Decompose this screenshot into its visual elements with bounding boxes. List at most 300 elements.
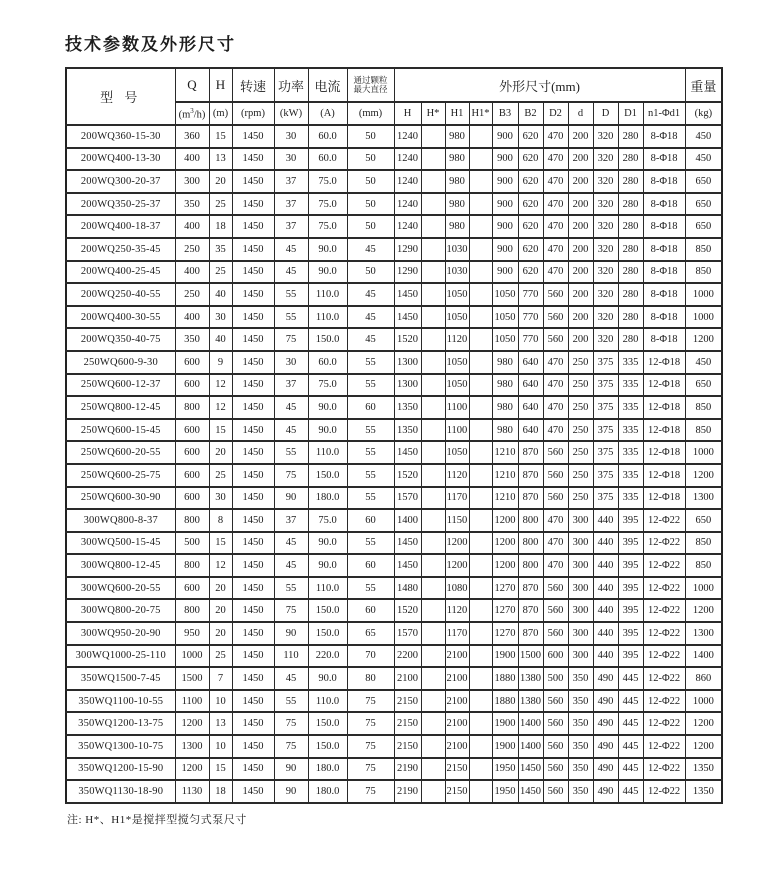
cell-value: 650 [685,170,722,193]
cell-value: 335 [618,351,643,374]
cell-value: 1240 [394,215,421,238]
cell-value: 30 [274,125,308,148]
cell-model: 350WQ1200-15-90 [66,758,175,781]
unit-particle: (mm) [347,102,394,125]
cell-value: 1450 [232,306,274,329]
cell-value: 980 [445,125,469,148]
cell-value: 180.0 [308,780,347,803]
cell-value: 12-Φ18 [643,441,685,464]
cell-value: 1240 [394,148,421,171]
cell-value: 1450 [232,690,274,713]
cell-value: 2190 [394,780,421,803]
table-row [66,351,722,374]
cell-value: 445 [618,735,643,758]
cell-value: 8-Φ18 [643,215,685,238]
cell-value: 280 [618,283,643,306]
cell-value: 490 [593,758,618,781]
cell-value: 1030 [445,238,469,261]
cell-value: 1270 [492,622,518,645]
dim-col-D: D [593,102,618,125]
cell-value: 2150 [394,690,421,713]
table-row [66,758,722,781]
cell-value: 90.0 [308,667,347,690]
cell-value: 1080 [445,577,469,600]
cell-value: 1350 [394,396,421,419]
cell-value: 560 [543,464,568,487]
cell-value: 2100 [445,735,469,758]
cell-value [469,622,492,645]
cell-value: 8-Φ18 [643,170,685,193]
cell-value: 12-Φ22 [643,735,685,758]
cell-value: 1450 [232,712,274,735]
cell-value: 90.0 [308,396,347,419]
cell-model: 300WQ600-20-55 [66,577,175,600]
cell-value: 335 [618,419,643,442]
cell-value: 1050 [492,306,518,329]
cell-value: 75 [274,328,308,351]
cell-value: 8-Φ18 [643,283,685,306]
cell-value: 75.0 [308,374,347,397]
cell-value: 870 [518,487,543,510]
cell-value: 2190 [394,758,421,781]
cell-value [421,577,445,600]
cell-value: 490 [593,780,618,803]
cell-value: 1300 [394,351,421,374]
cell-value: 1200 [445,532,469,555]
cell-value: 300 [568,532,593,555]
cell-value: 1200 [685,599,722,622]
cell-value: 1240 [394,193,421,216]
table-row [66,148,722,171]
table-row [66,306,722,329]
cell-value: 1900 [492,712,518,735]
cell-value: 600 [175,577,209,600]
table-row [66,193,722,216]
cell-value [421,396,445,419]
cell-value: 280 [618,170,643,193]
cell-value: 1380 [518,690,543,713]
cell-value: 900 [492,193,518,216]
table-row [66,690,722,713]
cell-value [469,532,492,555]
cell-value: 110.0 [308,283,347,306]
cell-value: 12-Φ22 [643,577,685,600]
cell-value [469,261,492,284]
cell-value: 1480 [394,577,421,600]
cell-value: 980 [445,170,469,193]
cell-value: 360 [175,125,209,148]
table-row [66,712,722,735]
table-row [66,622,722,645]
cell-value: 1050 [492,328,518,351]
cell-value: 110 [274,645,308,668]
cell-value [469,599,492,622]
cell-value: 45 [347,283,394,306]
cell-value: 8-Φ18 [643,125,685,148]
cell-value [469,215,492,238]
cell-value: 770 [518,328,543,351]
cell-value: 1500 [518,645,543,668]
cell-value: 1050 [445,351,469,374]
cell-value: 1450 [232,125,274,148]
cell-value: 1200 [445,554,469,577]
cell-value: 450 [685,125,722,148]
cell-value: 620 [518,238,543,261]
cell-model: 200WQ400-13-30 [66,148,175,171]
cell-model: 200WQ250-40-55 [66,283,175,306]
cell-value: 1100 [445,396,469,419]
cell-value: 1240 [394,125,421,148]
cell-value [421,780,445,803]
cell-value: 300 [568,554,593,577]
cell-value [421,735,445,758]
cell-value: 250 [568,351,593,374]
cell-value: 75 [347,735,394,758]
cell-value: 1880 [492,667,518,690]
cell-value: 320 [593,215,618,238]
cell-value: 1450 [232,261,274,284]
cell-value: 37 [274,215,308,238]
cell-value: 1100 [175,690,209,713]
table-row [66,261,722,284]
cell-value: 7 [209,667,232,690]
cell-value: 560 [543,328,568,351]
cell-value: 50 [347,148,394,171]
cell-value: 1450 [394,554,421,577]
cell-value: 650 [685,509,722,532]
cell-value: 470 [543,554,568,577]
cell-value: 200 [568,170,593,193]
cell-value: 1520 [394,328,421,351]
cell-value: 440 [593,577,618,600]
cell-value: 1450 [232,577,274,600]
cell-model: 250WQ600-30-90 [66,487,175,510]
cell-value: 12-Φ18 [643,396,685,419]
cell-value: 490 [593,667,618,690]
cell-value [421,464,445,487]
particle-line2: 最大直径 [353,84,388,94]
cell-value: 1400 [518,712,543,735]
cell-value: 600 [175,419,209,442]
cell-value: 150.0 [308,735,347,758]
cell-value: 1000 [685,441,722,464]
cell-value: 1900 [492,645,518,668]
table-row [66,283,722,306]
cell-value: 560 [543,599,568,622]
cell-value: 1450 [394,283,421,306]
cell-value: 280 [618,148,643,171]
cell-value: 640 [518,396,543,419]
cell-value: 560 [543,306,568,329]
cell-value: 445 [618,780,643,803]
dim-col-n1: n1-Φd1 [643,102,685,125]
cell-value: 10 [209,735,232,758]
cell-value: 12-Φ22 [643,780,685,803]
cell-value: 1290 [394,238,421,261]
cell-value: 470 [543,148,568,171]
cell-value [469,758,492,781]
cell-value: 1450 [232,667,274,690]
cell-model: 250WQ600-25-75 [66,464,175,487]
cell-value: 395 [618,509,643,532]
cell-value: 45 [347,238,394,261]
cell-value: 280 [618,193,643,216]
cell-value: 800 [175,554,209,577]
cell-value: 400 [175,148,209,171]
cell-value: 55 [347,419,394,442]
cell-value: 12-Φ22 [643,509,685,532]
spec-table-body [66,125,722,803]
cell-value: 870 [518,577,543,600]
cell-value [421,351,445,374]
table-row [66,509,722,532]
cell-value: 650 [685,193,722,216]
cell-value: 12 [209,374,232,397]
cell-model: 250WQ600-9-30 [66,351,175,374]
cell-value: 50 [347,125,394,148]
cell-value: 18 [209,215,232,238]
cell-value: 300 [175,170,209,193]
cell-value: 8-Φ18 [643,261,685,284]
cell-value: 850 [685,532,722,555]
cell-value [469,374,492,397]
cell-value: 200 [568,148,593,171]
unit-speed: (rpm) [232,102,274,125]
cell-value: 400 [175,306,209,329]
cell-value: 560 [543,758,568,781]
cell-value [421,487,445,510]
cell-value: 30 [274,351,308,374]
particle-line1: 通过颗粒 [353,74,388,85]
cell-value: 12-Φ22 [643,758,685,781]
cell-value: 1270 [492,577,518,600]
dim-col-Hstar: H* [421,102,445,125]
cell-value: 1200 [685,712,722,735]
table-row [66,125,722,148]
cell-value: 1450 [232,283,274,306]
cell-value: 950 [175,622,209,645]
cell-value: 70 [347,645,394,668]
cell-value: 60 [347,554,394,577]
cell-value: 75 [347,758,394,781]
cell-value: 1450 [232,328,274,351]
cell-value: 1450 [232,419,274,442]
cell-value: 400 [175,215,209,238]
cell-value: 1050 [445,283,469,306]
cell-value: 1450 [232,396,274,419]
cell-value: 980 [492,419,518,442]
cell-value [469,396,492,419]
table-row [66,374,722,397]
cell-value: 1570 [394,622,421,645]
cell-value: 75 [347,712,394,735]
cell-value: 600 [543,645,568,668]
cell-value: 1350 [685,780,722,803]
cell-value: 12-Φ22 [643,690,685,713]
cell-value [421,554,445,577]
cell-value [469,148,492,171]
cell-value: 90.0 [308,419,347,442]
cell-value: 560 [543,487,568,510]
cell-value: 55 [347,532,394,555]
cell-value: 60 [347,509,394,532]
cell-value: 8-Φ18 [643,238,685,261]
cell-value: 45 [274,667,308,690]
cell-value [421,645,445,668]
cell-value: 395 [618,577,643,600]
cell-value: 980 [492,351,518,374]
cell-value: 1240 [394,170,421,193]
cell-value: 150.0 [308,622,347,645]
table-row [66,215,722,238]
cell-value [469,667,492,690]
cell-value: 445 [618,690,643,713]
cell-value [469,509,492,532]
cell-value: 620 [518,193,543,216]
table-row [66,441,722,464]
cell-value: 300 [568,599,593,622]
cell-value: 200 [568,125,593,148]
cell-value: 2150 [445,758,469,781]
cell-value: 1050 [445,306,469,329]
cell-value: 335 [618,374,643,397]
cell-value: 12-Φ22 [643,622,685,645]
cell-value: 320 [593,283,618,306]
cell-model: 250WQ800-12-45 [66,396,175,419]
cell-value: 350 [568,712,593,735]
unit-power: (kW) [274,102,308,125]
cell-value: 1450 [232,645,274,668]
table-row [66,532,722,555]
cell-value: 1200 [685,464,722,487]
cell-value: 1120 [445,464,469,487]
cell-value: 180.0 [308,487,347,510]
cell-value [469,487,492,510]
cell-value: 1200 [492,532,518,555]
cell-value: 1200 [492,554,518,577]
cell-value: 2100 [445,667,469,690]
cell-value: 470 [543,238,568,261]
cell-value: 20 [209,577,232,600]
dim-col-H1: H1 [445,102,469,125]
cell-value: 220.0 [308,645,347,668]
dim-col-H1star: H1* [469,102,492,125]
unit-q: $(m^3/h)$ [175,102,209,125]
cell-value: 850 [685,238,722,261]
cell-value: 1000 [685,690,722,713]
cell-value: 1200 [492,509,518,532]
cell-value [469,735,492,758]
cell-model: 200WQ350-25-37 [66,193,175,216]
cell-value: 25 [209,193,232,216]
cell-value: 45 [274,238,308,261]
cell-value: 250 [568,487,593,510]
cell-value: 280 [618,238,643,261]
cell-value: 90.0 [308,238,347,261]
cell-value: 1450 [232,599,274,622]
cell-value: 1400 [685,645,722,668]
cell-value: 60 [347,599,394,622]
cell-value: 1570 [394,487,421,510]
cell-value: 600 [175,464,209,487]
cell-value: 450 [685,351,722,374]
cell-value: 375 [593,396,618,419]
cell-value: 37 [274,509,308,532]
cell-value: 870 [518,464,543,487]
cell-value: 45 [274,532,308,555]
cell-value: 320 [593,193,618,216]
cell-value [469,170,492,193]
cell-value: 55 [274,577,308,600]
cell-value: 1170 [445,487,469,510]
dim-col-H: H [394,102,421,125]
cell-value: 900 [492,238,518,261]
cell-value: 500 [175,532,209,555]
table-row [66,328,722,351]
cell-value: 1000 [175,645,209,668]
cell-value: 60.0 [308,351,347,374]
cell-value: 870 [518,599,543,622]
cell-value [421,622,445,645]
cell-value: 560 [543,690,568,713]
cell-value: 1200 [685,735,722,758]
cell-model: 350WQ1300-10-75 [66,735,175,758]
cell-value: 600 [175,487,209,510]
cell-value: 90.0 [308,532,347,555]
cell-value: 55 [347,464,394,487]
cell-value: 470 [543,193,568,216]
cell-value: 250 [568,396,593,419]
cell-value [421,306,445,329]
cell-value: 800 [518,532,543,555]
cell-value: 1000 [685,283,722,306]
cell-value: 490 [593,690,618,713]
cell-value: 900 [492,215,518,238]
cell-value: 470 [543,396,568,419]
cell-value: 2100 [445,712,469,735]
cell-value: 470 [543,215,568,238]
cell-value: 8-Φ18 [643,328,685,351]
cell-model: 200WQ360-15-30 [66,125,175,148]
cell-value: 13 [209,148,232,171]
cell-value: 250 [568,419,593,442]
cell-value: 200 [568,193,593,216]
cell-value [421,419,445,442]
cell-value: 1300 [394,374,421,397]
cell-value: 30 [274,148,308,171]
cell-value: 2150 [394,712,421,735]
cell-value: 1030 [445,261,469,284]
col-header-current: 电流 [308,68,347,102]
cell-value [469,306,492,329]
cell-value: 1500 [175,667,209,690]
cell-value [469,193,492,216]
cell-value: 850 [685,554,722,577]
cell-value: 850 [685,419,722,442]
cell-value: 320 [593,328,618,351]
cell-value [421,328,445,351]
cell-value: 1210 [492,464,518,487]
cell-value: 8-Φ18 [643,306,685,329]
cell-value: 850 [685,261,722,284]
cell-value: 55 [274,690,308,713]
cell-value: 30 [209,487,232,510]
cell-value: 440 [593,599,618,622]
cell-model: 250WQ600-15-45 [66,419,175,442]
cell-value: 335 [618,396,643,419]
cell-value: 1400 [394,509,421,532]
cell-value [469,554,492,577]
